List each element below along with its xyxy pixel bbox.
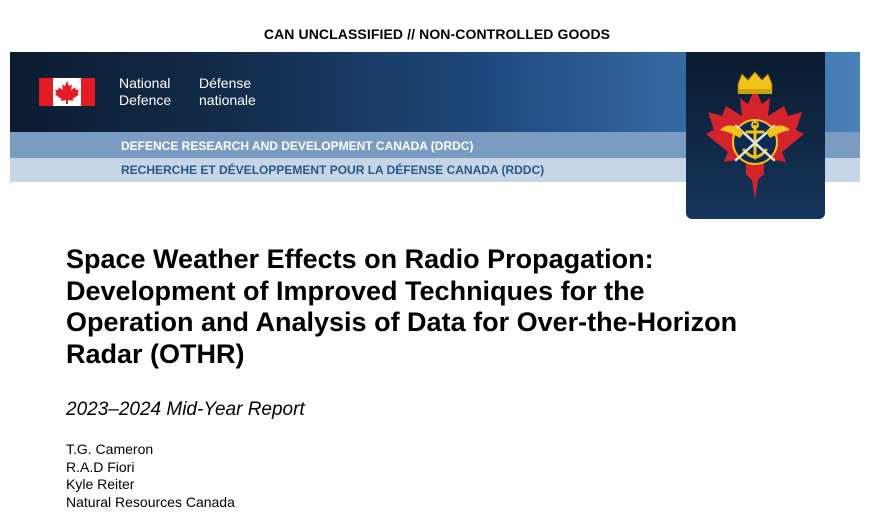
author-affiliation: Natural Resources Canada xyxy=(66,493,235,510)
agency-name-fr: RECHERCHE ET DÉVELOPPEMENT POUR LA DÉFENSE CANADA (RDDC) xyxy=(121,163,545,177)
agency-name-en: DEFENCE RESEARCH AND DEVELOPMENT CANADA (DRDC) xyxy=(121,139,474,153)
cf-crest-icon xyxy=(700,70,810,210)
dnd-header-banner xyxy=(10,52,860,182)
author-name: Kyle Reiter xyxy=(66,476,135,492)
author-list xyxy=(66,441,235,511)
report-title: Space Weather Effects on Radio Propagation: Development of Improved Techniques for the Operation and Analysis of Data for Over-the-Horizon Radar (OTHR) xyxy=(66,244,738,369)
crest-panel xyxy=(686,52,825,219)
department-name-fr: Défense nationale xyxy=(199,75,256,108)
canada-flag-icon xyxy=(39,78,95,106)
department-name-en: National Defence xyxy=(119,75,172,108)
classification-marking: CAN UNCLASSIFIED // NON-CONTROLLED GOODS xyxy=(263,26,611,42)
report-subtitle: 2023–2024 Mid-Year Report xyxy=(66,399,305,420)
author-name: T.G. Cameron xyxy=(66,441,154,457)
author-name: R.A.D Fiori xyxy=(66,458,135,475)
